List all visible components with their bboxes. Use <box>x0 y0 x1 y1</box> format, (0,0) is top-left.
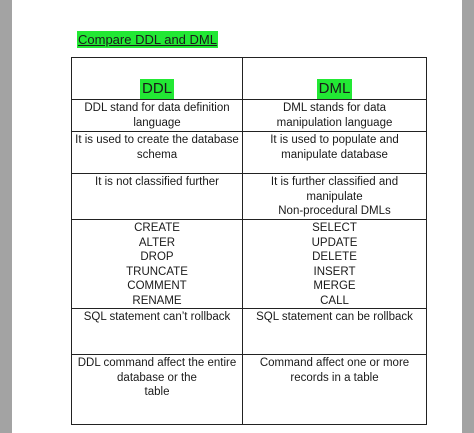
header-ddl-label: DDL <box>141 80 172 97</box>
cell-line: DDL stand for data definition <box>84 102 230 114</box>
cell-line: ALTER <box>138 236 176 249</box>
cell-line: DML stands for data <box>282 102 387 114</box>
header-cell-ddl <box>72 58 243 100</box>
cell-line: DROP <box>140 251 174 263</box>
cell-line: MERGE <box>313 280 356 292</box>
cell-line: SQL statement can’t rollback <box>83 311 231 323</box>
header-dml-label: DML <box>318 80 351 97</box>
cell-line: COMMENT <box>127 280 187 292</box>
document-title: Compare DDL and DML <box>78 32 217 47</box>
cell-line: language <box>133 116 181 129</box>
table-row <box>72 174 427 220</box>
ddl-cell <box>72 220 243 309</box>
cell-line: DDL command affect the entire <box>77 357 237 369</box>
dml-cell <box>243 355 427 425</box>
cell-line: CREATE <box>134 222 180 234</box>
cell-line: RENAME <box>132 294 182 307</box>
table-row <box>72 355 427 425</box>
cell-line: manipulate database <box>281 148 388 161</box>
ddl-cell <box>72 132 243 174</box>
table-row <box>72 132 427 174</box>
cell-line: It is used to create the database <box>75 134 239 146</box>
document-page <box>12 0 462 433</box>
table-row <box>72 100 427 132</box>
cell-line: database or the <box>117 371 197 384</box>
cell-line: UPDATE <box>311 236 358 249</box>
cell-line: It is further classified and <box>270 176 399 188</box>
ddl-cell <box>72 309 243 355</box>
dml-cell <box>243 220 427 309</box>
dml-cell <box>243 309 427 355</box>
table-header-row <box>72 58 427 100</box>
ddl-cell <box>72 100 243 132</box>
cell-line: It is used to populate and <box>270 134 399 146</box>
cell-line: TRUNCATE <box>126 265 188 278</box>
cell-line: DELETE <box>312 251 357 263</box>
cell-line: SELECT <box>312 222 357 234</box>
cell-line: manipulation language <box>276 116 393 129</box>
table-row <box>72 220 427 309</box>
cell-line: table <box>144 386 170 398</box>
comparison-table <box>71 57 427 425</box>
dml-cell <box>243 174 427 220</box>
cell-line: CALL <box>320 294 349 307</box>
cell-line: records in a table <box>290 371 379 384</box>
cell-line: SQL statement can be rollback <box>256 311 413 323</box>
cell-line: It is not classified further <box>95 176 219 188</box>
table-row <box>72 309 427 355</box>
cell-line: INSERT <box>313 265 356 278</box>
ddl-cell <box>72 355 243 425</box>
dml-cell <box>243 132 427 174</box>
cell-line: manipulate <box>306 190 363 203</box>
cell-line: Non-procedural DMLs <box>278 205 391 217</box>
ddl-cell <box>72 174 243 220</box>
cell-line: Command affect one or more <box>259 357 410 369</box>
header-cell-dml <box>243 58 427 100</box>
right-gutter <box>461 0 474 433</box>
dml-cell <box>243 100 427 132</box>
cell-line: schema <box>136 148 178 161</box>
